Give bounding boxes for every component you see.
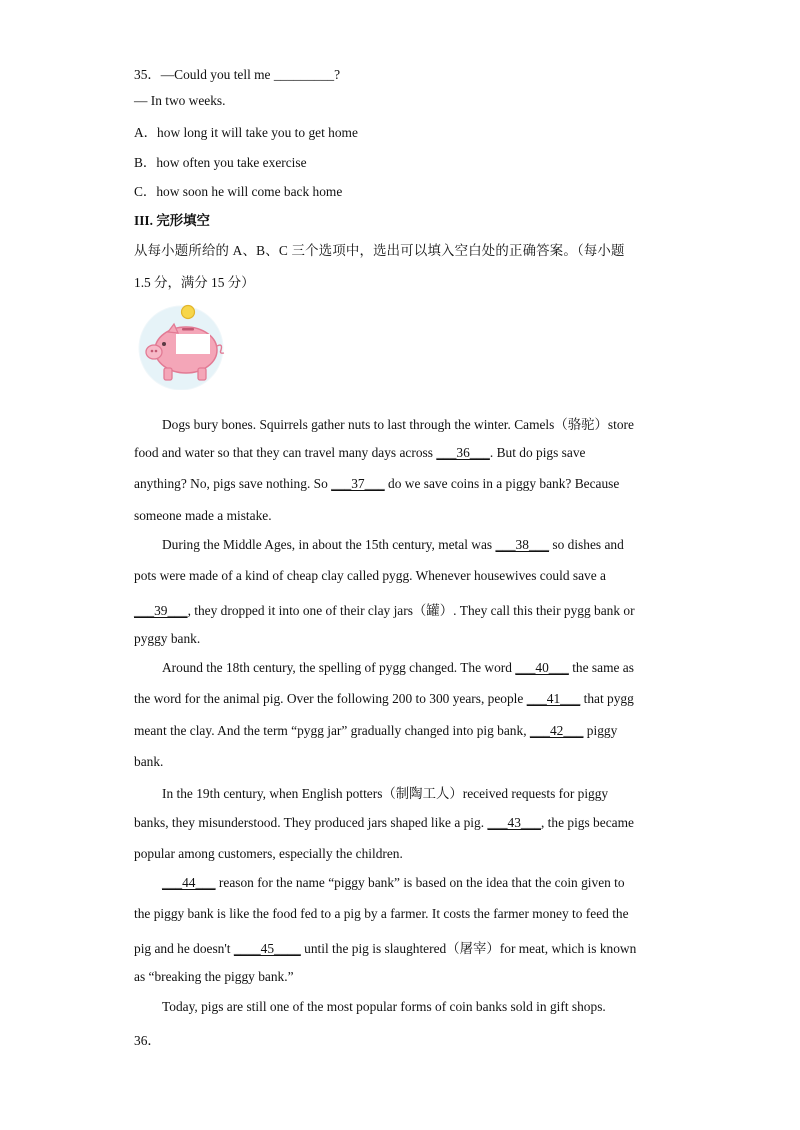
passage-line: pots were made of a kind of cheap clay called pygg. Whenever housewives could save a: [134, 568, 606, 583]
blank-44: ___44___: [162, 875, 216, 890]
passage-line: [134, 938, 636, 957]
passage-line: popular among customers, especially the children.: [134, 846, 403, 861]
question-36-label: 36．: [134, 1033, 161, 1048]
passage-line: [162, 660, 634, 676]
blank-37: ___37___: [331, 476, 385, 491]
passage-text: banks, they misunderstood. They produced jars shaped like a pig.: [134, 815, 488, 830]
passage-text: , they dropped it into one of their clay jars（罐）. They call this their pygg bank or: [187, 603, 635, 618]
section-instruction: 从每小题所给的 A、B、C 三个选项中，选出可以填入空白处的正确答案。（每小题: [134, 243, 625, 258]
passage-line: as “breaking the piggy bank.”: [134, 969, 294, 984]
passage-text: until the pig is slaughtered（屠宰）for meat, which is known: [300, 941, 637, 956]
blank-38: ___38___: [495, 537, 550, 552]
blank-42: ___42___: [529, 723, 584, 738]
passage-line: In the 19th century, when English potters（制陶工人）received requests for piggy: [162, 786, 609, 801]
piggy-bank-image: [134, 302, 228, 390]
passage-line: [162, 875, 625, 891]
blank-40: ___40___: [515, 660, 569, 675]
passage-line: [162, 537, 624, 553]
passage-line: pyggy bank.: [134, 631, 201, 646]
passage-text: reason for the name “piggy bank” is based on the idea that the coin given to: [215, 875, 625, 890]
passage-text: do we save coins in a piggy bank? Because: [384, 476, 620, 491]
passage-line: [134, 445, 585, 461]
passage-line: bank.: [134, 754, 164, 769]
blank-41: ___41___: [526, 691, 581, 706]
passage-line: [134, 476, 619, 492]
blank-39: ___39___: [134, 603, 188, 618]
blank-36: ___36___: [436, 445, 490, 460]
passage-line: [134, 815, 634, 831]
option-c: C．how soon he will come back home: [134, 184, 343, 199]
passage-text: Around the 18th century, the spelling of pygg changed. The word: [162, 660, 516, 675]
question-35-stem: 35．—Could you tell me _________?: [134, 67, 341, 82]
passage-line: the piggy bank is like the food fed to a pig by a farmer. It costs the farmer money to feed the: [134, 906, 629, 921]
section-title: III. 完形填空: [134, 213, 210, 228]
passage-text: the same as: [568, 660, 634, 675]
passage-line: Today, pigs are still one of the most popular forms of coin banks sold in gift shops.: [162, 999, 606, 1014]
passage-text: . But do pigs save: [489, 445, 586, 460]
passage-text: pig and he doesn't: [134, 941, 234, 956]
passage-line: [134, 723, 617, 739]
passage-text: so dishes and: [549, 537, 624, 552]
passage-text: the word for the animal pig. Over the following 200 to 300 years, people: [134, 691, 527, 706]
passage-line: someone made a mistake.: [134, 508, 272, 523]
blank-45: ____45____: [233, 941, 301, 956]
blank-43: ___43___: [487, 815, 541, 830]
option-b: B．how often you take exercise: [134, 155, 307, 170]
passage-text: During the Middle Ages, in about the 15th century, metal was: [162, 537, 496, 552]
passage-text: anything? No, pigs save nothing. So: [134, 476, 332, 491]
option-a: A．how long it will take you to get home: [134, 125, 358, 140]
passage-line: Dogs bury bones. Squirrels gather nuts to last through the winter. Camels（骆驼）store: [162, 417, 634, 432]
passage-text: food and water so that they can travel many days across: [134, 445, 437, 460]
passage-text: that pygg: [580, 691, 634, 706]
passage-line: [134, 600, 635, 619]
passage-text: piggy: [583, 723, 618, 738]
passage-text: meant the clay. And the term “pygg jar” gradually changed into pig bank,: [134, 723, 530, 738]
passage-text: , the pigs became: [540, 815, 634, 830]
question-35-answer-line: — In two weeks.: [134, 93, 226, 108]
passage-line: [134, 691, 634, 707]
section-instruction-score: 1.5 分，满分 15 分）: [134, 275, 255, 290]
